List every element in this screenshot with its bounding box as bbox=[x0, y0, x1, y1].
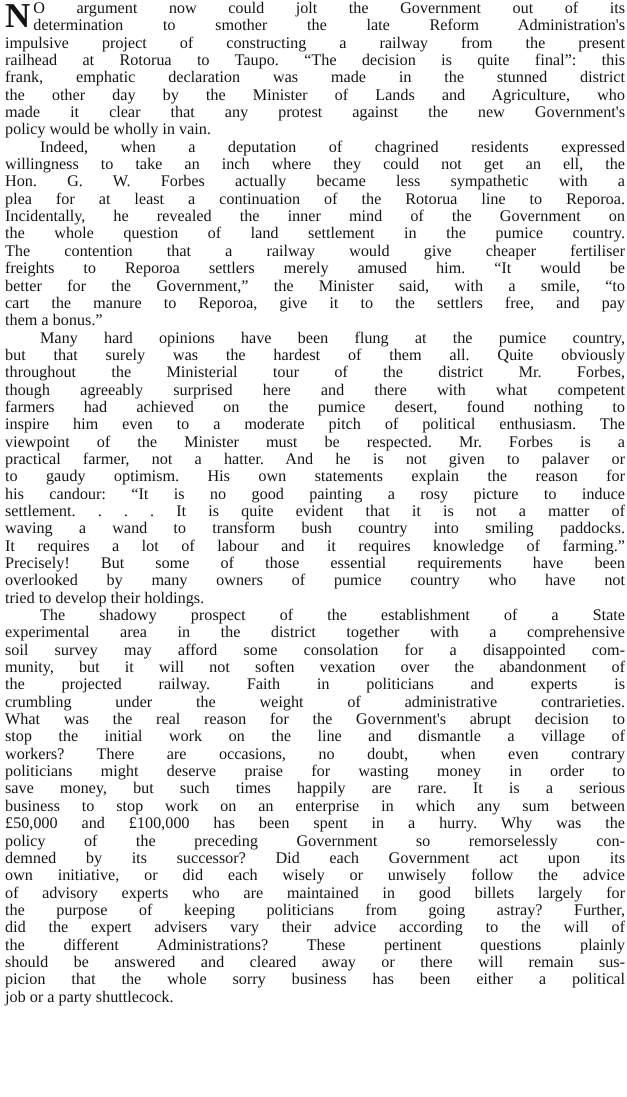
text-line: cart the manure to Reporoa, give it to the settlers free, and pay bbox=[5, 293, 625, 312]
text-line: determination to smother the late Reform Administration's bbox=[33, 16, 625, 35]
text-line: willingness to take an inch where they could not get an ell, the bbox=[5, 155, 625, 174]
text-line: freights to Reporoa settlers merely amused him. “It would be bbox=[5, 259, 625, 278]
text-line: farmers had achieved on the pumice desert, found nothing to bbox=[5, 397, 625, 416]
text-line: munity, but it will not soften vexation over the abandonment of bbox=[5, 658, 625, 677]
text-line: made it clear that any protest against the new Government's bbox=[5, 103, 625, 122]
paragraph bbox=[5, 139, 625, 330]
article-column bbox=[5, 0, 625, 1006]
text-line: tried to develop their holdings. bbox=[5, 588, 205, 607]
text-line: better for the Government,” the Minister said, with a smile, “to bbox=[5, 276, 625, 295]
text-line: overlooked by many owners of pumice country who have not bbox=[5, 571, 625, 590]
text-line: practical farmer, not a hatter. And he is not given to palaver or bbox=[5, 449, 625, 468]
text-line: Incidentally, he revealed the inner mind of the Government on bbox=[5, 207, 625, 226]
paragraph bbox=[5, 330, 625, 608]
text-line: though agreeably surprised here and there with what competent bbox=[5, 380, 625, 399]
text-line: policy would be wholly in vain. bbox=[5, 120, 211, 139]
text-line: The shadowy prospect of the establishment of a State bbox=[40, 606, 625, 625]
text-line: business to stop work on an enterprise in which any sum between bbox=[5, 796, 625, 815]
text-line: politicians might deserve praise for wasting money in order to bbox=[5, 762, 625, 781]
text-line: What was the real reason for the Government's abrupt decision to bbox=[5, 710, 625, 729]
text-line: inspire him even to a moderate pitch of political enthusiasm. The bbox=[5, 415, 625, 434]
text-line: £50,000 and £100,000 has been spent in a hurry. Why was the bbox=[5, 814, 625, 833]
text-line: Indeed, when a deputation of chagrined residents expressed bbox=[40, 137, 625, 156]
text-line: save money, but such times happily are rare. It is a serious bbox=[5, 779, 625, 798]
text-line: job or a party shuttlecock. bbox=[5, 987, 174, 1006]
text-line: the purpose of keeping politicians from going astray? Further, bbox=[5, 900, 625, 919]
paragraph bbox=[5, 607, 625, 1006]
text-line: soil survey may afford some consolation for a disappointed com- bbox=[5, 640, 625, 659]
text-line: experimental area in the district together with a comprehensive bbox=[5, 623, 625, 642]
paragraph bbox=[5, 0, 625, 139]
text-line: but that surely was the hardest of them all. Quite obviously bbox=[5, 345, 625, 364]
text-line: crumbling under the weight of administrative contrarieties. bbox=[5, 692, 625, 711]
text-line: frank, emphatic declaration was made in the stunned district bbox=[5, 68, 625, 87]
text-line: Many hard opinions have been flung at the pumice country, bbox=[40, 328, 625, 347]
text-line: impulsive project of constructing a railway from the present bbox=[5, 33, 625, 52]
text-line: the other day by the Minister of Lands and Agriculture, who bbox=[5, 85, 625, 104]
text-line: throughout the Ministerial tour of the district Mr. Forbes, bbox=[5, 363, 625, 382]
text-line: plea for at least a continuation of the Rotorua line to Reporoa. bbox=[5, 189, 625, 208]
text-line: the projected railway. Faith in politicians and experts is bbox=[5, 675, 625, 694]
text-line: workers? There are occasions, no doubt, when even contrary bbox=[5, 744, 625, 763]
drop-cap: N bbox=[5, 0, 31, 35]
text-line: them a bonus.” bbox=[5, 311, 103, 330]
text-line: the different Administrations? These pertinent questions plainly bbox=[5, 935, 625, 954]
text-line: waving a wand to transform bush country into smiling paddocks. bbox=[5, 519, 625, 538]
text-line: own initiative, or did each wisely or unwisely follow the advice bbox=[5, 866, 625, 885]
text-line: policy of the preceding Government so remorselessly con- bbox=[5, 831, 625, 850]
text-line: did the expert advisers vary their advice according to the will of bbox=[5, 918, 625, 937]
text-line: Precisely! But some of those essential requirements have been bbox=[5, 554, 625, 572]
text-line: Hon. G. W. Forbes actually became less sympathetic with a bbox=[5, 172, 625, 191]
text-line: demned by its successor? Did each Government act upon its bbox=[5, 848, 625, 867]
text-line: the whole question of land settlement in the pumice country. bbox=[5, 224, 625, 243]
text-line: railhead at Rotorua to Taupo. “The decision is quite final”: this bbox=[5, 51, 625, 70]
text-line: viewpoint of the Minister must be respected. Mr. Forbes is a bbox=[5, 432, 625, 451]
text-line: his candour: “It is no good painting a rosy picture to induce bbox=[5, 484, 625, 503]
text-line: settlement. . . . It is quite evident that it is not a matter of bbox=[5, 501, 625, 520]
text-line: should be answered and cleared away or there will remain sus- bbox=[5, 952, 625, 971]
text-line: The contention that a railway would give cheaper fertiliser bbox=[5, 241, 625, 260]
text-line: to gaudy optimism. His own statements explain the reason for bbox=[5, 467, 625, 486]
text-line: of advisory experts who are maintained in good billets largely for bbox=[5, 883, 625, 902]
text-line: O argument now could jolt the Government out of its bbox=[33, 0, 625, 17]
text-line: stop the initial work on the line and dismantle a village of bbox=[5, 727, 625, 746]
text-line: picion that the whole sorry business has been either a political bbox=[5, 970, 625, 989]
text-line: It requires a lot of labour and it requires knowledge of farming.” bbox=[5, 536, 625, 555]
